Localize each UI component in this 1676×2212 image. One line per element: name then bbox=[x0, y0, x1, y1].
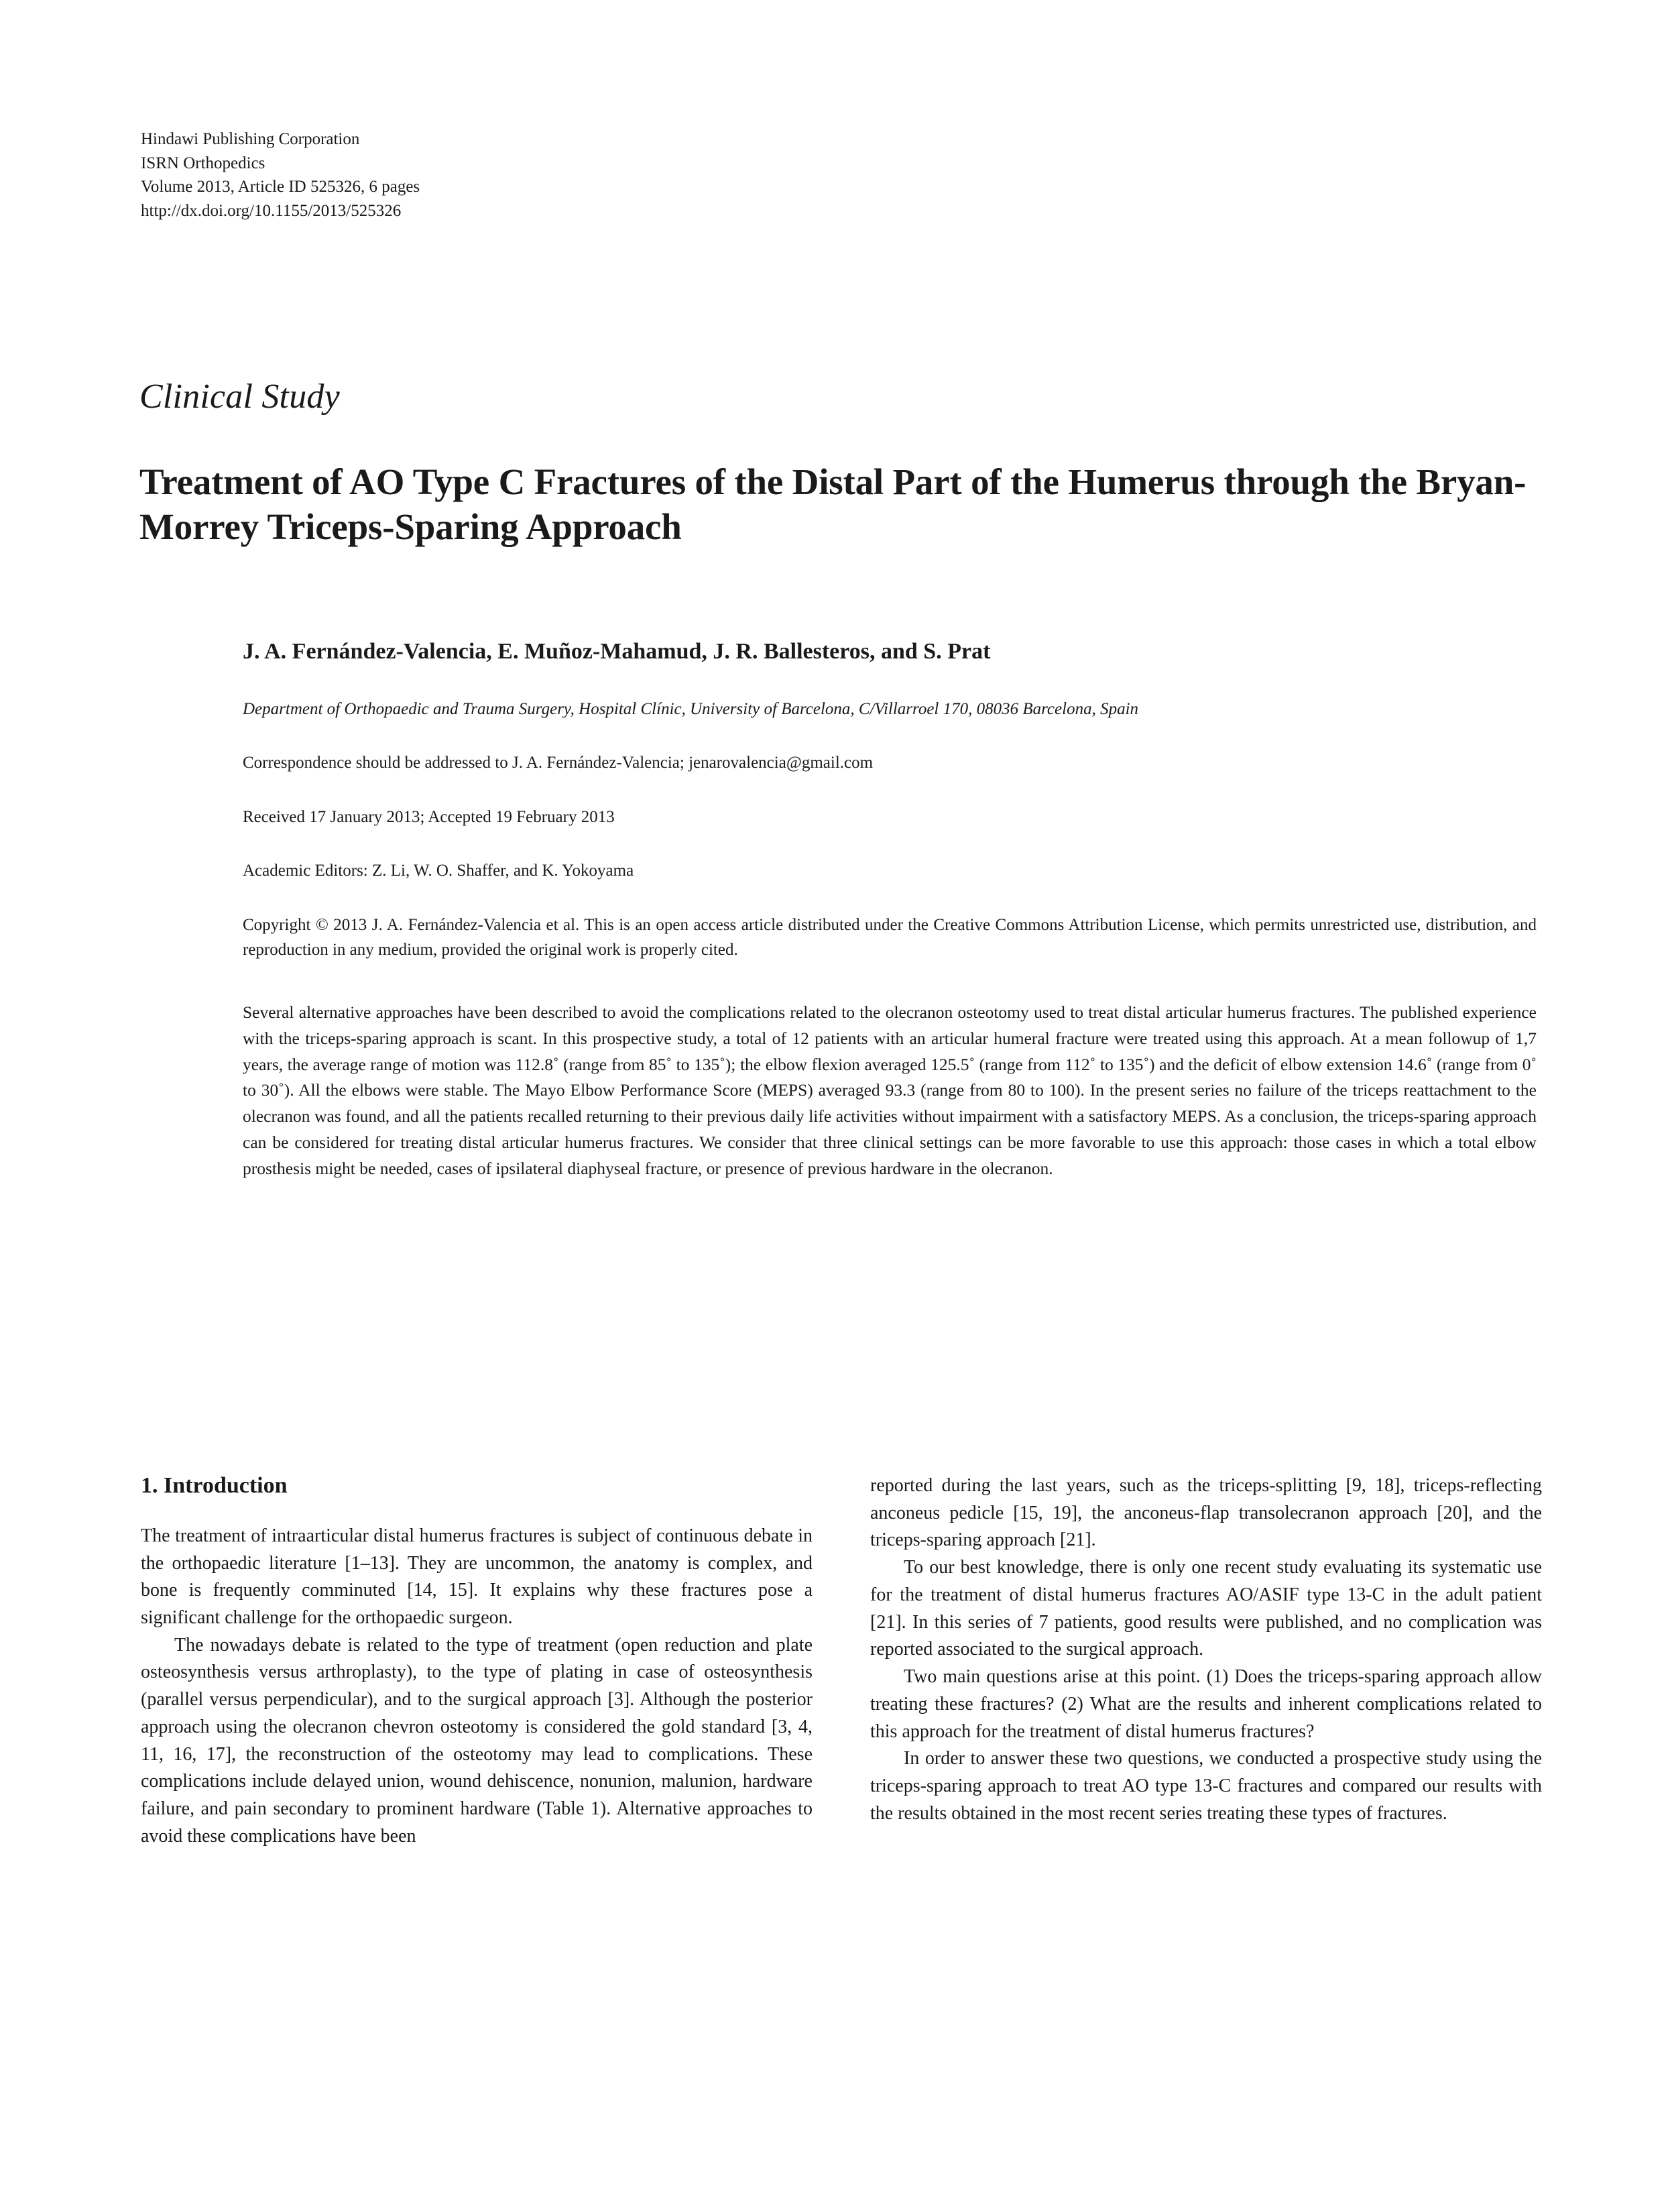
publisher-name: Hindawi Publishing Corporation bbox=[141, 130, 360, 148]
copyright-notice: Copyright © 2013 J. A. Fernández-Valencia et al. This is an open access article distributed under the Creative Commons Attribution License, which permits unrestricted use, distribution, and reproduction in any medium, provided the original work is properly cited. bbox=[243, 916, 1537, 959]
correspondence-line: Correspondence should be addressed to J. A. Fernández-Valencia; jenarovalencia@gmail.com bbox=[243, 754, 874, 772]
paragraph: reported during the last years, such as the triceps-splitting [9, 18], triceps-reflecting anconeus pedicle [15, 19], the anconeus-flap transolecranon approach [20], and the triceps-sparing approach [21]. bbox=[870, 1475, 1542, 1551]
right-column bbox=[870, 1472, 1542, 1851]
left-column bbox=[141, 1472, 813, 1851]
paragraph: Two main questions arise at this point. (1) Does the triceps-sparing approach allow treating these fractures? (2) What are the results and inherent complications related to this approach for the treatment of distal humerus fractures? bbox=[870, 1666, 1542, 1742]
section-heading-introduction: 1. Introduction bbox=[141, 1473, 288, 1498]
journal-name: ISRN Orthopedics bbox=[141, 154, 265, 172]
author-list: J. A. Fernández-Valencia, E. Muñoz-Mahamud, J. R. Ballesteros, and S. Prat bbox=[243, 639, 991, 664]
doi-url[interactable]: http://dx.doi.org/10.1155/2013/525326 bbox=[141, 201, 402, 220]
abstract-text: Several alternative approaches have been described to avoid the complications related to the olecranon osteotomy used to treat distal articular humerus fractures. The published experience with the triceps-sparing approach is scant. In this prospective study, a total of 12 patients with an articular humeral fracture were treated using this approach. At a mean followup of 1,7 years, the average range of motion was 112.8˚ (range from 85˚ to 135˚); the elbow flexion averaged 125.5˚ (range from 112˚ to 135˚) and the deficit of elbow extension 14.6˚ (range from 0˚ to 30˚). All the elbows were stable. The Mayo Elbow Performance Score (MEPS) averaged 93.3 (range from 80 to 100). In the present series no failure of the triceps reattachment to the olecranon was found, and all the patients recalled returning to their previous daily life activities without impairment with a satisfactory MEPS. As a conclusion, the triceps-sparing approach can be considered for treating distal articular humerus fractures. We consider that three clinical settings can be more favorable to use this approach: those cases in which a total elbow prosthesis might be needed, cases of ipsilateral diaphyseal fracture, or presence of previous hardware in the olecranon. bbox=[243, 1002, 1537, 1178]
volume-article-line: Volume 2013, Article ID 525326, 6 pages bbox=[141, 178, 420, 196]
paragraph: In order to answer these two questions, we conducted a prospective study using the triceps-sparing approach to treat AO type 13-C fractures and compared our results with the results obtained in the most recent series treating these types of fractures. bbox=[870, 1748, 1542, 1824]
academic-editors: Academic Editors: Z. Li, W. O. Shaffer, and K. Yokoyama bbox=[243, 861, 634, 880]
journal-header bbox=[141, 127, 420, 223]
paragraph: The nowadays debate is related to the type of treatment (open reduction and plate osteosynthesis versus arthroplasty), to the type of plating in case of osteosynthesis (parallel versus perpendicular), and to the surgical approach [3]. Although the posterior approach using the olecranon chevron osteotomy is considered the gold standard [3, 4, 11, 16, 17], the reconstruction of the osteotomy may lead to complications. These complications include delayed union, wound dehiscence, nonunion, malunion, hardware failure, and pain secondary to prominent hardware (Table 1). Alternative approaches to avoid these complications have been bbox=[141, 1634, 813, 1847]
paragraph: The treatment of intraarticular distal humerus fractures is subject of continuous debate in the orthopaedic literature [1–13]. They are uncommon, the anatomy is complex, and bone is frequently comminuted [14, 15]. It explains why these fractures pose a significant challenge for the orthopaedic surgeon. bbox=[141, 1525, 813, 1628]
paragraph: To our best knowledge, there is only one recent study evaluating its systematic use for the treatment of distal humerus fractures AO/ASIF type 13-C in the adult patient [21]. In this series of 7 patients, good results were published, and no complication was reported associated to the surgical approach. bbox=[870, 1557, 1542, 1660]
page-title: Treatment of AO Type C Fractures of the Distal Part of the Humerus through the Bryan-Morrey Triceps-Sparing Approach bbox=[139, 461, 1527, 547]
affiliation: Department of Orthopaedic and Trauma Surgery, Hospital Clínic, University of Barcelona, C/Villarroel 170, 08036 Barcelona, Spain bbox=[243, 700, 1139, 719]
body-columns bbox=[141, 1472, 1542, 1851]
received-accepted-dates: Received 17 January 2013; Accepted 19 February 2013 bbox=[243, 807, 615, 826]
article-type-label: Clinical Study bbox=[139, 377, 340, 416]
front-matter bbox=[243, 637, 1537, 1181]
